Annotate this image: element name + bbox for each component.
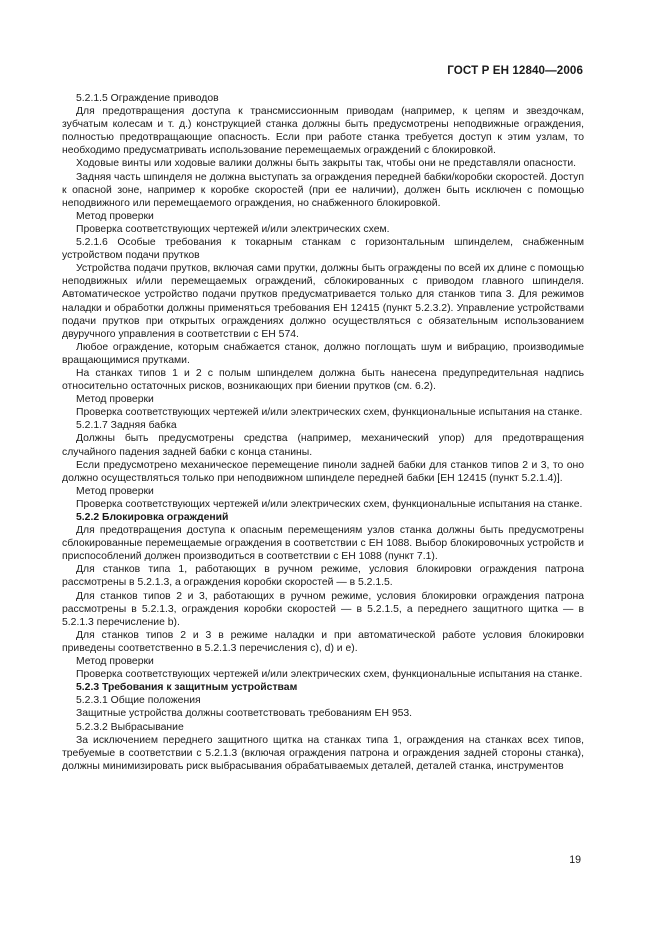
paragraph: 5.2.1.5 Ограждение приводов: [76, 93, 219, 104]
paragraph: За исключением переднего защитного щитка на станках типа 1, ограждения на станках всех типов, требуемые в соответствии с 5.2.1.3 (включая ограждения патрона и ограждения задней стороны станка), должны минимизировать риск выбрасывания обрабатываемых деталей, деталей станка, инструментов: [62, 734, 584, 772]
section-heading: 5.2.2 Блокировка ограждений: [76, 512, 229, 523]
paragraph: Устройства подачи прутков, включая сами прутки, должны быть ограждены по всей их длине с помощью неподвижных и/или перемещаемых ограждений, сблокированных с приводом главного шпинделя. Автоматическое устройство подачи прутков предусматривается только для станков типа 3. Для режимов наладки и обработки должны применяться требования ЕН 12415 (пункт 5.2.3.2). Управление устройствами подачи прутков при открытых ограждениях должно осуществляться с обязательным использованием двуручного управления в соответствии с ЕН 574.: [62, 263, 584, 340]
paragraph: Должны быть предусмотрены средства (например, механический упор) для предотвращения случайного падения задней бабки с конца станины.: [62, 433, 584, 458]
paragraph: Метод проверки: [76, 210, 154, 222]
paragraph: Для станков типа 1, работающих в ручном режиме, условия блокировки ограждения патрона рассмотрены в 5.2.1.3, а ограждения коробки скоростей — в 5.2.1.5.: [62, 564, 584, 589]
paragraph: Проверка соответствующих чертежей и/или электрических схем, функциональные испытания на станке.: [76, 669, 583, 681]
paragraph: Любое ограждение, которым снабжается станок, должно поглощать шум и вибрацию, производимые вращающимися прутками.: [62, 341, 584, 366]
paragraph: 5.2.1.7 Задняя бабка: [76, 420, 177, 432]
paragraph: 5.2.3.1 Общие положения: [76, 695, 201, 707]
paragraph: Для станков типов 2 и 3, работающих в ручном режиме, условия блокировки ограждения патрона рассмотрены в 5.2.1.3, ограждения коробки скоростей — в 5.2.1.5, а переднего защитного щитка — в 5.2.1.3 перечисление b).: [62, 590, 584, 628]
document-code-header: ГОСТ Р ЕН 12840—2006: [447, 64, 583, 77]
paragraph: Проверка соответствующих чертежей и/или электрических схем, функциональные испытания на станке.: [76, 407, 583, 419]
paragraph: Метод проверки: [76, 394, 154, 406]
page-body: [62, 92, 584, 773]
paragraph: Задняя часть шпинделя не должна выступать за ограждения передней бабки/коробки скоростей. Доступ к опасной зоне, например к коробке скоростей (при ее наличии), должен быть исключен с помощью неподвижного или перемещаемого ограждения, но снабженного блокировкой.: [62, 171, 584, 209]
paragraph: Метод проверки: [76, 656, 154, 668]
paragraph: Для предотвращения доступа к опасным перемещениям узлов станка должны быть предусмотрены сблокированные перемещаемые ограждения в соответствии с ЕН 1088. Выбор блокировочных устройств и приспособлений должен производиться в соответствии с ЕН 1088 (пункт 7.1).: [62, 525, 584, 563]
paragraph: Защитные устройства должны соответствовать требованиям ЕН 953.: [76, 708, 413, 720]
paragraph: Проверка соответствующих чертежей и/или электрических схем.: [76, 223, 390, 235]
paragraph: Ходовые винты или ходовые валики должны быть закрыты так, чтобы они не представляли опасности.: [76, 158, 577, 170]
paragraph: Проверка соответствующих чертежей и/или электрических схем, функциональные испытания на станке.: [76, 498, 583, 510]
paragraph: Если предусмотрено механическое перемещение пиноли задней бабки для станков типов 2 и 3, то оно должно осуществляться только при неподвижном шпинделе передней бабки [ЕН 12415 (пункт 5.2.1.4)].: [62, 459, 584, 484]
page-number: 19: [569, 854, 581, 866]
paragraph: 5.2.3.2 Выбрасывание: [76, 721, 184, 733]
paragraph: Для станков типов 2 и 3 в режиме наладки и при автоматической работе условия блокировки приведены соответственно в 5.2.1.3 перечисления c), d) и e).: [62, 629, 584, 654]
paragraph: На станках типов 1 и 2 с полым шпинделем должна быть нанесена предупредительная надпись относительно остаточных рисков, возникающих при биении прутков (см. 6.2).: [62, 367, 584, 393]
paragraph: Для предотвращения доступа к трансмиссионным приводам (например, к цепям и звездочкам, зубчатым колесам и т. д.) конструкцией станка должны быть предусмотрены неподвижные ограждения, полностью предотвращающие опасность. Если при работе станка требуется доступ к этим узлам, то необходимо предусматривать использование перемещаемых ограждений с блокировкой.: [62, 106, 584, 157]
section-heading: 5.2.3 Требования к защитным устройствам: [76, 682, 298, 694]
paragraph: Метод проверки: [76, 485, 154, 497]
paragraph: 5.2.1.6 Особые требования к токарным станкам с горизонтальным шпинделем, снабженным устройством подачи прутков: [62, 237, 584, 262]
